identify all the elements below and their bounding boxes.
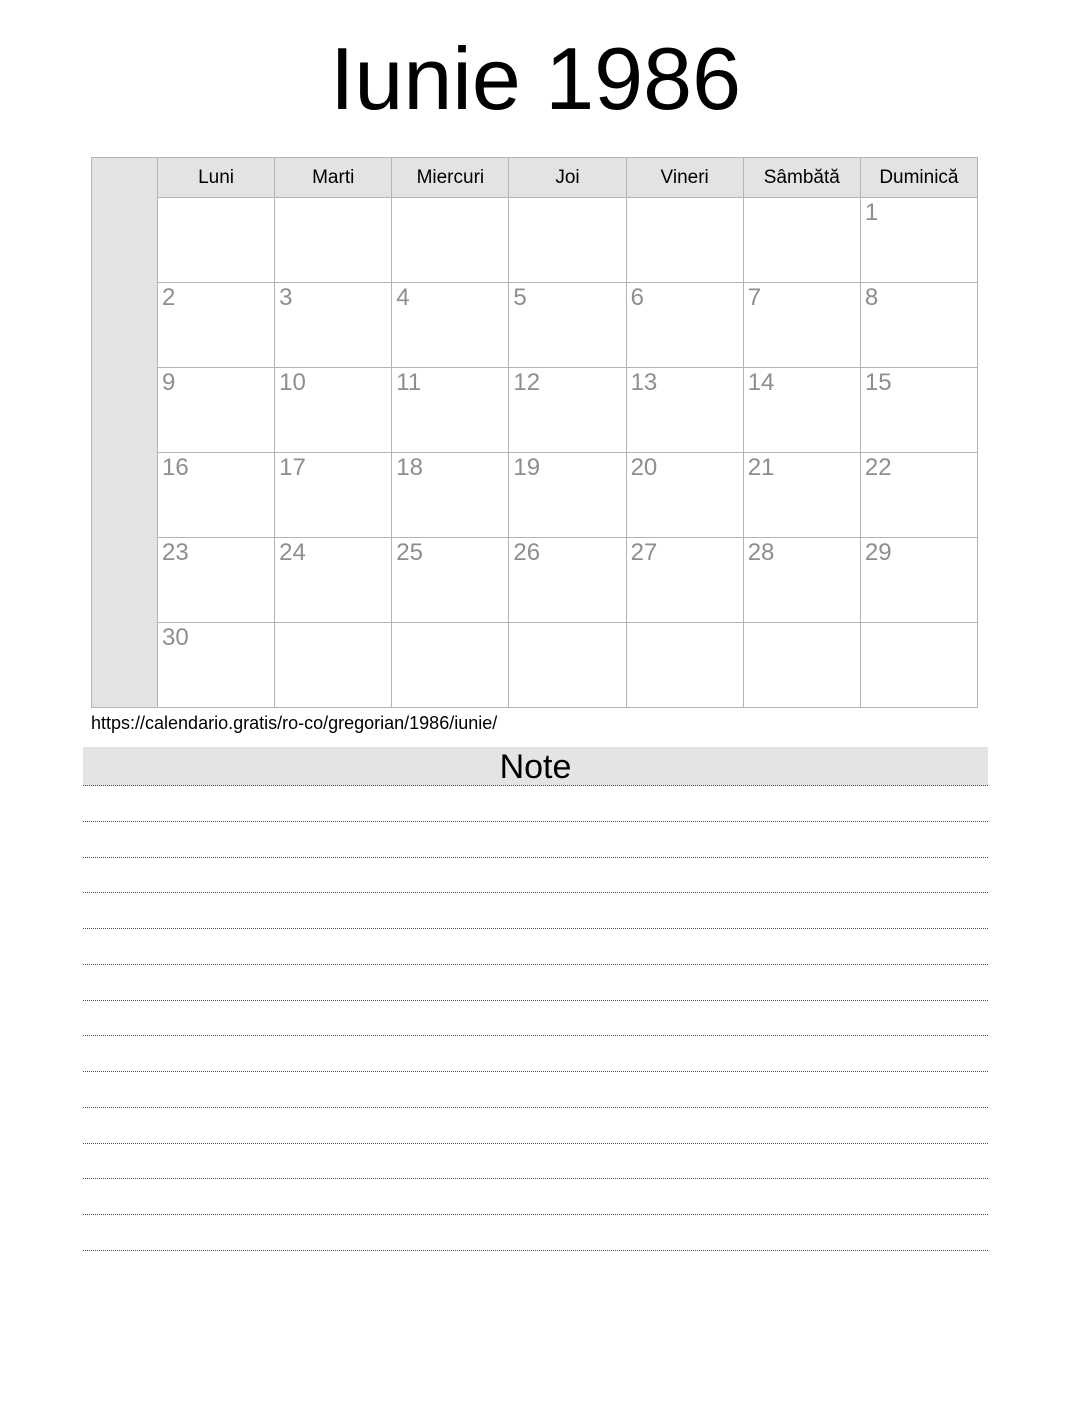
notes-section (83, 747, 988, 1251)
calendar-day-cell: 10 (275, 368, 392, 453)
note-line (83, 858, 988, 894)
calendar-empty-cell (392, 198, 509, 283)
calendar-day-cell: 23 (158, 538, 275, 623)
calendar-week-row (92, 623, 978, 708)
note-line (83, 1108, 988, 1144)
calendar-day-cell: 12 (509, 368, 626, 453)
calendar-empty-cell (860, 623, 977, 708)
calendar-day-cell: 15 (860, 368, 977, 453)
calendar-empty-cell (392, 623, 509, 708)
calendar-day-cell: 29 (860, 538, 977, 623)
calendar-empty-cell (509, 623, 626, 708)
calendar-empty-cell (275, 198, 392, 283)
note-header-bar (83, 747, 988, 786)
calendar-empty-cell (509, 198, 626, 283)
calendar-day-cell: 14 (743, 368, 860, 453)
calendar-section (91, 157, 978, 708)
note-line (83, 1144, 988, 1180)
calendar-day-cell: 1 (860, 198, 977, 283)
calendar-day-cell: 7 (743, 283, 860, 368)
page-title: Iunie 1986 (329, 29, 742, 128)
calendar-day-cell: 9 (158, 368, 275, 453)
calendar-day-cell: 24 (275, 538, 392, 623)
day-header-cell: Duminică (860, 158, 977, 198)
calendar-day-cell: 25 (392, 538, 509, 623)
note-line (83, 965, 988, 1001)
note-line (83, 1001, 988, 1037)
calendar-day-cell: 22 (860, 453, 977, 538)
calendar-week-row (92, 538, 978, 623)
calendar-day-cell: 16 (158, 453, 275, 538)
calendar-day-cell: 5 (509, 283, 626, 368)
note-line (83, 822, 988, 858)
calendar-day-cell: 28 (743, 538, 860, 623)
calendar-empty-cell (275, 623, 392, 708)
calendar-day-cell: 13 (626, 368, 743, 453)
calendar-empty-cell (743, 623, 860, 708)
note-lines (83, 786, 988, 1251)
note-line (83, 1215, 988, 1251)
note-line (83, 1036, 988, 1072)
calendar-day-cell: 18 (392, 453, 509, 538)
calendar-body (92, 158, 978, 708)
side-column (92, 158, 158, 708)
calendar-day-cell: 19 (509, 453, 626, 538)
calendar-day-cell: 17 (275, 453, 392, 538)
calendar-day-cell: 20 (626, 453, 743, 538)
calendar-day-cell: 8 (860, 283, 977, 368)
calendar-table (91, 157, 978, 708)
calendar-week-row (92, 283, 978, 368)
day-header-cell: Luni (158, 158, 275, 198)
calendar-empty-cell (158, 198, 275, 283)
note-line (83, 1179, 988, 1215)
note-line (83, 1072, 988, 1108)
calendar-day-cell: 4 (392, 283, 509, 368)
note-line (83, 786, 988, 822)
calendar-day-cell: 21 (743, 453, 860, 538)
calendar-empty-cell (626, 623, 743, 708)
note-line (83, 893, 988, 929)
calendar-day-cell: 3 (275, 283, 392, 368)
calendar-empty-cell (743, 198, 860, 283)
calendar-day-cell: 30 (158, 623, 275, 708)
day-header-cell: Joi (509, 158, 626, 198)
note-line (83, 929, 988, 965)
day-header-cell: Vineri (626, 158, 743, 198)
calendar-day-cell: 26 (509, 538, 626, 623)
calendar-day-cell: 6 (626, 283, 743, 368)
day-header-cell: Sâmbătă (743, 158, 860, 198)
calendar-header-row (92, 158, 978, 198)
day-header-cell: Marti (275, 158, 392, 198)
calendar-empty-cell (626, 198, 743, 283)
calendar-week-row (92, 453, 978, 538)
calendar-week-row (92, 368, 978, 453)
note-header-label: Note (499, 748, 572, 786)
calendar-day-cell: 2 (158, 283, 275, 368)
day-header-cell: Miercuri (392, 158, 509, 198)
calendar-day-cell: 11 (392, 368, 509, 453)
source-url: https://calendario.gratis/ro-co/gregorian/1986/iunie/ (91, 713, 498, 733)
calendar-week-row (92, 198, 978, 283)
calendar-day-cell: 27 (626, 538, 743, 623)
